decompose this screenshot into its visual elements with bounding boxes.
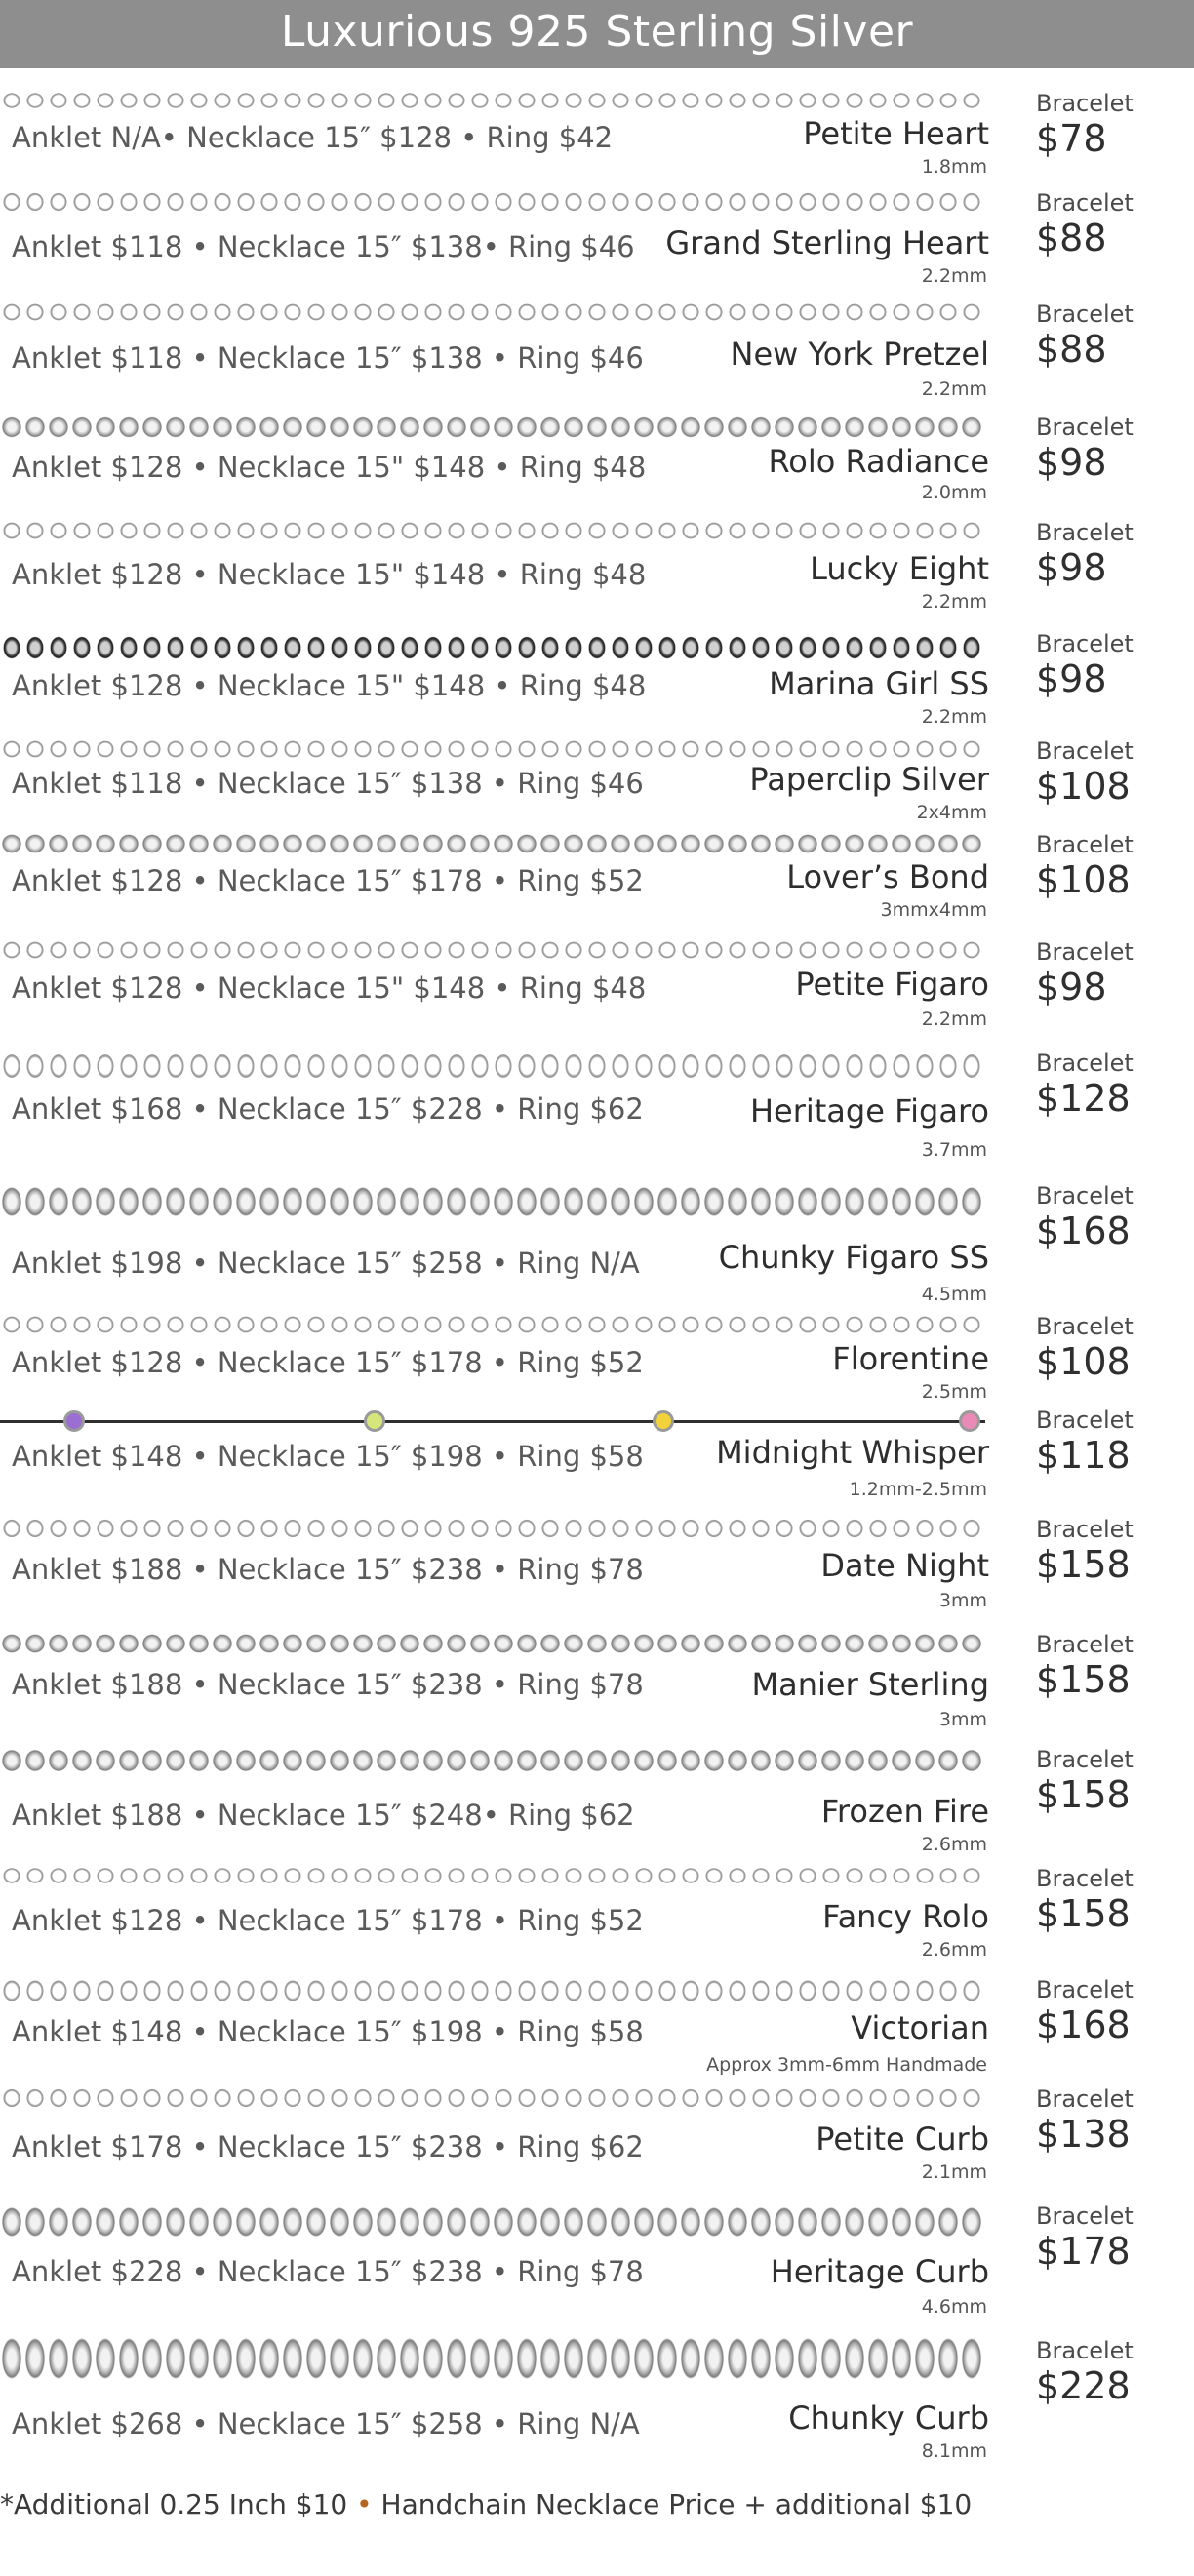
bracelet-price: $108 [1036, 858, 1131, 901]
product-size: 2.2mm [921, 265, 987, 287]
chain-image [0, 519, 985, 542]
gemstone-icon [63, 1410, 85, 1432]
product-row [0, 414, 1194, 521]
chain-image [0, 189, 985, 215]
bracelet-label: Bracelet [1036, 737, 1134, 765]
product-prices: Anklet $118 • Necklace 15″ $138 • Ring $46 [12, 341, 644, 375]
chain-image [0, 1976, 985, 2005]
chain-image [0, 831, 985, 856]
product-size: 3mm [938, 1590, 987, 1611]
product-name: Petite Curb [816, 2120, 989, 2158]
product-row [0, 1182, 1194, 1305]
product-prices: Anklet $188 • Necklace 15″ $238 • Ring $78 [12, 1553, 644, 1586]
product-row [0, 2202, 1194, 2318]
bracelet-price: $78 [1036, 117, 1107, 160]
product-prices: Anklet $128 • Necklace 15″ $178 • Ring $52 [12, 1904, 644, 1937]
product-size: 4.6mm [921, 2296, 987, 2318]
product-prices: Anklet $188 • Necklace 15″ $248• Ring $62 [12, 1799, 635, 1832]
product-row [0, 1631, 1194, 1738]
bracelet-price: $98 [1036, 966, 1107, 1009]
product-prices: Anklet $228 • Necklace 15″ $238 • Ring $78 [12, 2255, 644, 2288]
bracelet-label: Bracelet [1036, 300, 1134, 328]
product-row [0, 1050, 1194, 1161]
product-row [0, 2085, 1194, 2193]
bracelet-label: Bracelet [1036, 2337, 1134, 2364]
product-name: Heritage Curb [770, 2253, 989, 2290]
bracelet-label: Bracelet [1036, 2202, 1134, 2230]
bracelet-price: $178 [1036, 2230, 1131, 2273]
product-size: Approx 3mm-6mm Handmade [706, 2054, 987, 2076]
product-row [0, 1746, 1194, 1853]
bracelet-label: Bracelet [1036, 519, 1134, 546]
product-name: Frozen Fire [820, 1793, 989, 1830]
product-name: Chunky Figaro SS [718, 1239, 989, 1276]
product-size: 2.2mm [921, 378, 987, 400]
product-name: Rolo Radiance [768, 443, 989, 480]
product-name: Heritage Figaro [749, 1092, 989, 1129]
bracelet-label: Bracelet [1036, 90, 1134, 117]
product-row [0, 1407, 1194, 1514]
bracelet-label: Bracelet [1036, 1182, 1134, 1209]
chain-image [0, 90, 985, 111]
product-name: Florentine [832, 1340, 989, 1377]
product-prices: Anklet $268 • Necklace 15″ $258 • Ring N/A [12, 2407, 640, 2440]
footer-text-handchain: Handchain Necklace Price + additional $10 [380, 2488, 973, 2520]
bracelet-price: $158 [1036, 1892, 1131, 1935]
product-size: 1.2mm-2.5mm [849, 1479, 987, 1500]
product-size: 3mm [938, 1709, 987, 1730]
bracelet-price: $138 [1036, 2113, 1131, 2156]
bracelet-label: Bracelet [1036, 831, 1134, 858]
bracelet-label: Bracelet [1036, 1050, 1134, 1077]
product-size: 2.6mm [921, 1834, 987, 1855]
bracelet-label: Bracelet [1036, 414, 1134, 441]
product-name: Manier Sterling [751, 1666, 989, 1703]
chain-image [0, 1182, 985, 1221]
bracelet-label: Bracelet [1036, 630, 1134, 657]
product-prices: Anklet $128 • Necklace 15" $148 • Ring $48 [12, 451, 647, 484]
bracelet-label: Bracelet [1036, 1976, 1134, 2003]
product-row [0, 1865, 1194, 1972]
bracelet-price: $98 [1036, 657, 1107, 700]
product-name: Petite Heart [803, 115, 989, 152]
product-size: 8.1mm [921, 2440, 987, 2462]
product-name: Date Night [820, 1547, 989, 1584]
bracelet-price: $228 [1036, 2364, 1131, 2407]
footer-note [0, 2488, 972, 2520]
chain-image [0, 1516, 985, 1541]
product-row [0, 90, 1194, 197]
gemstone-icon [959, 1410, 980, 1432]
product-prices: Anklet $128 • Necklace 15" $148 • Ring $48 [12, 558, 647, 591]
footer-text-additional-length: *Additional 0.25 Inch $10 [0, 2488, 348, 2520]
chain-image [0, 1746, 985, 1775]
product-size: 2.0mm [921, 482, 987, 503]
product-name: Victorian [851, 2009, 989, 2046]
product-name: Petite Figaro [795, 966, 989, 1003]
product-prices: Anklet $118 • Necklace 15″ $138 • Ring $46 [12, 767, 644, 800]
page-title: Luxurious 925 Sterling Silver [0, 0, 1194, 68]
product-size: 3mmx4mm [880, 899, 987, 921]
bracelet-price: $158 [1036, 1658, 1131, 1701]
bracelet-label: Bracelet [1036, 1407, 1134, 1434]
product-row [0, 831, 1194, 938]
chain-image [0, 1050, 985, 1083]
product-size: 2.5mm [921, 1381, 987, 1403]
product-size: 2.2mm [921, 706, 987, 728]
product-name: Lucky Eight [810, 550, 989, 587]
gemstone-icon [364, 1410, 385, 1432]
bracelet-price: $88 [1036, 217, 1107, 259]
product-prices: Anklet $118 • Necklace 15″ $138• Ring $46 [12, 230, 635, 263]
chain-image [0, 1407, 985, 1436]
bracelet-price: $108 [1036, 1340, 1131, 1383]
product-prices: Anklet $148 • Necklace 15″ $198 • Ring $58 [12, 2015, 644, 2048]
bracelet-price: $88 [1036, 328, 1107, 371]
product-name: Midnight Whisper [716, 1434, 989, 1471]
product-prices: Anklet N/A• Necklace 15″ $128 • Ring $42 [12, 121, 614, 154]
product-size: 2.2mm [921, 591, 987, 613]
product-row [0, 1976, 1194, 2083]
chain-image [0, 938, 985, 962]
chain-image [0, 1313, 985, 1336]
bracelet-price: $118 [1036, 1434, 1131, 1477]
bracelet-label: Bracelet [1036, 1865, 1134, 1892]
product-name: Chunky Curb [788, 2399, 989, 2437]
chain-image [0, 2202, 985, 2241]
gemstone-icon [653, 1410, 674, 1432]
chain-image [0, 414, 985, 441]
product-name: Paperclip Silver [749, 761, 989, 798]
bracelet-label: Bracelet [1036, 1631, 1134, 1658]
product-prices: Anklet $148 • Necklace 15″ $198 • Ring $58 [12, 1440, 644, 1473]
product-row [0, 630, 1194, 737]
product-prices: Anklet $128 • Necklace 15" $148 • Ring $48 [12, 971, 647, 1005]
bracelet-label: Bracelet [1036, 1746, 1134, 1773]
product-row [0, 938, 1194, 1046]
bracelet-label: Bracelet [1036, 938, 1134, 966]
product-prices: Anklet $168 • Necklace 15″ $228 • Ring $62 [12, 1092, 644, 1126]
product-size: 2.6mm [921, 1939, 987, 1961]
product-prices: Anklet $188 • Necklace 15″ $238 • Ring $78 [12, 1668, 644, 1701]
product-row [0, 2331, 1194, 2462]
product-name: Lover’s Bond [786, 858, 989, 895]
product-prices: Anklet $128 • Necklace 15″ $178 • Ring $52 [12, 1346, 644, 1379]
product-name: New York Pretzel [730, 336, 989, 373]
product-name: Marina Girl SS [769, 665, 989, 702]
footer-separator: • [356, 2488, 373, 2520]
bracelet-label: Bracelet [1036, 1313, 1134, 1340]
bracelet-price: $168 [1036, 2003, 1131, 2046]
bracelet-price: $98 [1036, 546, 1107, 589]
product-size: 2.2mm [921, 1009, 987, 1030]
chain-image [0, 300, 985, 324]
product-prices: Anklet $178 • Necklace 15″ $238 • Ring $62 [12, 2130, 644, 2163]
chain-image [0, 2085, 985, 2111]
bracelet-price: $158 [1036, 1543, 1131, 1586]
bracelet-label: Bracelet [1036, 1516, 1134, 1543]
bracelet-price: $108 [1036, 765, 1131, 808]
product-prices: Anklet $198 • Necklace 15″ $258 • Ring N/A [12, 1247, 640, 1280]
chain-image [0, 2331, 985, 2386]
product-size: 1.8mm [921, 156, 987, 178]
bracelet-price: $98 [1036, 441, 1107, 484]
chain-image [0, 1865, 985, 1886]
bracelet-price: $128 [1036, 1077, 1131, 1120]
product-row [0, 1313, 1194, 1420]
bracelet-price: $158 [1036, 1773, 1131, 1816]
product-size: 3.7mm [921, 1139, 987, 1161]
product-size: 4.5mm [921, 1284, 987, 1305]
product-name: Fancy Rolo [822, 1898, 989, 1935]
chain-image [0, 737, 985, 761]
product-row [0, 519, 1194, 626]
chain-image [0, 1631, 985, 1656]
product-row [0, 737, 1194, 845]
product-row [0, 300, 1194, 408]
bracelet-price: $168 [1036, 1209, 1131, 1252]
product-row [0, 189, 1194, 297]
product-prices: Anklet $128 • Necklace 15″ $178 • Ring $52 [12, 864, 644, 897]
product-name: Grand Sterling Heart [665, 224, 989, 261]
product-row [0, 1516, 1194, 1623]
product-size: 2x4mm [916, 802, 987, 823]
product-prices: Anklet $128 • Necklace 15" $148 • Ring $48 [12, 669, 647, 702]
product-size: 2.1mm [921, 2161, 987, 2183]
bracelet-label: Bracelet [1036, 189, 1134, 217]
chain-image [0, 630, 985, 665]
bracelet-label: Bracelet [1036, 2085, 1134, 2113]
